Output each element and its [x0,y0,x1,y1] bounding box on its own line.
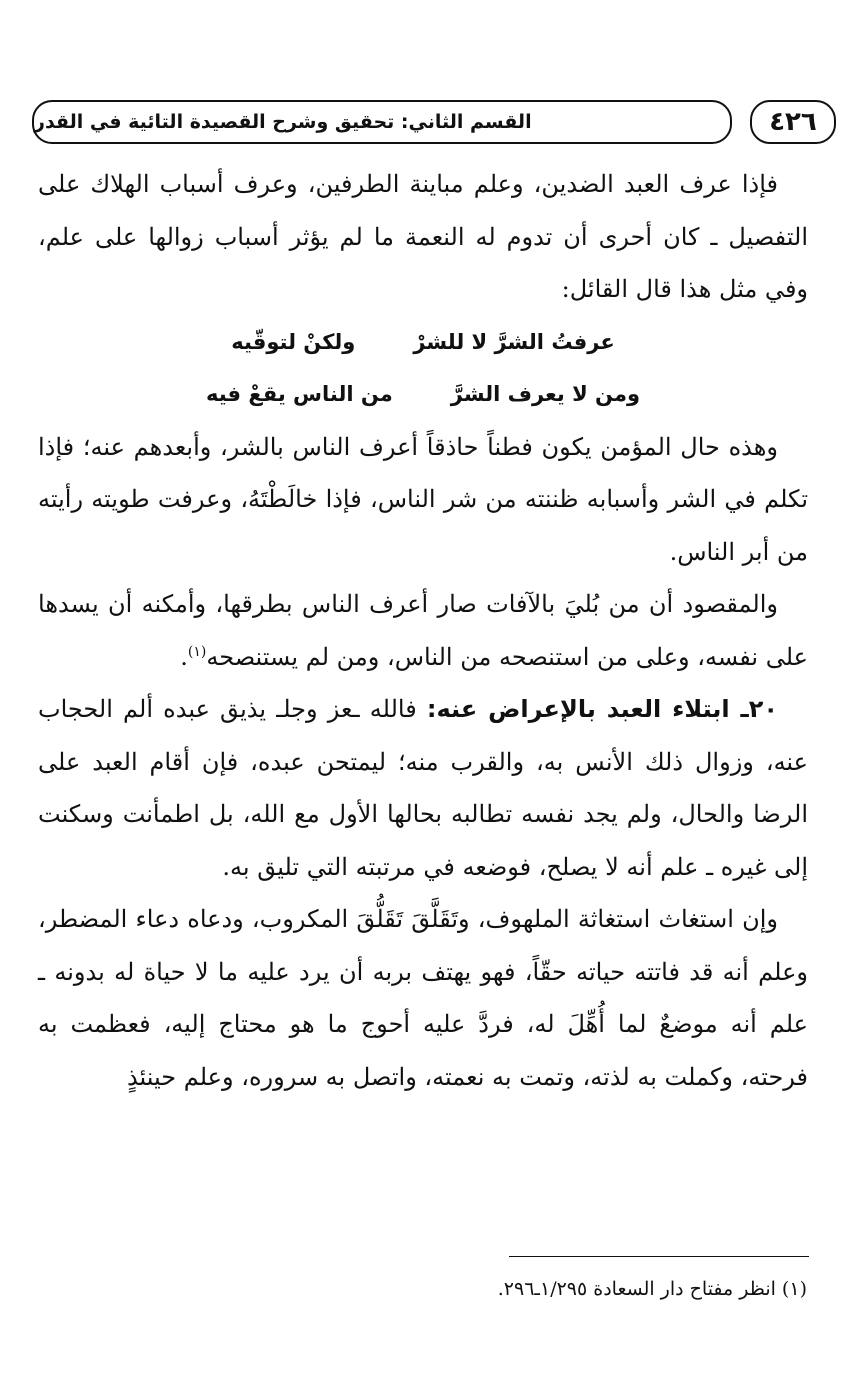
section-20-heading: ٢٠ـ ابتلاء العبد بالإعراض عنه: [426,695,778,723]
running-title-text: القسم الثاني: تحقيق وشرح القصيدة التائية في القدر [34,111,532,133]
footnote-reference: (١) [187,643,207,660]
footnote-separator [509,1256,809,1257]
paragraph-4-text: والمقصود أن من بُليَ بالآفات صار أعرف الناس بطرقها، وأمكنه أن يسدها على نفسه، وعلى من استنصحه من الناس، ومن لم يستنصحه [38,590,808,671]
paragraph-1: فإذا عرف العبد الضدين، وعلم مباينة الطرفين، وعرف أسباب الهلاك على التفصيل ـ كان أحرى أن تدوم له النعمة ما لم يؤثر أسباب زوالها على علم، وفي مثل هذا قال القائل: [38,170,808,303]
poem-verse-2 [38,368,808,421]
poem-verse-1 [38,316,808,369]
paragraph-4-end: . [180,642,188,671]
paragraph-3: وهذه حال المؤمن يكون فطناً حاذقاً أعرف الناس بالشر، وأبعدهم عنه؛ فإذا تكلم في الشر وأسبابه ظننته من شر الناس، فإذا خالَطْتَهُ، وعرفت طويته رأيته من أبر الناس. [38,432,808,566]
paragraph-6: وإن استغاث استغاثة الملهوف، وتَقَلَّقَ تَقَلُّقَ المكروب، ودعاه دعاء المضطر، وعلم أنه قد فاتته حياته حقّاً، فهو يهتف بربه أن يرد عليه ما لا حياة له بدونه ـ علم أنه موضعٌ لما أُهِّلَ له، فردَّ عليه أحوج ما هو محتاج إليه، فعظمت به فرحته، وكملت به لذته، وتمت به نعمته، واتصل به سروره، وعلم حينئذٍ [38,905,808,1091]
page-number [750,100,836,144]
paragraph-5 [38,683,808,893]
verse-2-second-hemistich: من الناس يقعْ فيه [206,382,393,406]
paragraph-4 [38,578,808,683]
paragraph-5-text: فالله ـعز وجلـ يذيق عبده ألم الحجاب عنه، وزوال ذلك الأنس به، والقرب منه؛ ليمتحن عبده، فإن أقام العبد على الرضا والحال، ولم يجد نفسه تطالبه بحالها الأول مع الله، بل اطمأنت وسكنت إلى غيره ـ علم أنه لا يصلح، فوضعه في مرتبته التي تليق به. [38,695,808,881]
verse-1-second-hemistich: ولكنْ لتوقّيه [231,329,356,354]
page-number-text: ٤٢٦ [769,107,817,137]
poem [38,316,808,421]
running-title [32,100,732,144]
page-body [38,158,808,1103]
footnote-text: (١) انظر مفتاح دار السعادة ١/٢٩٥ـ٢٩٦. [497,1278,807,1300]
footnote [67,1274,807,1304]
verse-2-first-hemistich: ومن لا يعرف الشرَّ [450,382,641,406]
page-header [32,100,836,148]
verse-1-first-hemistich: عرفتُ الشرَّ لا للشرْ [413,329,615,354]
